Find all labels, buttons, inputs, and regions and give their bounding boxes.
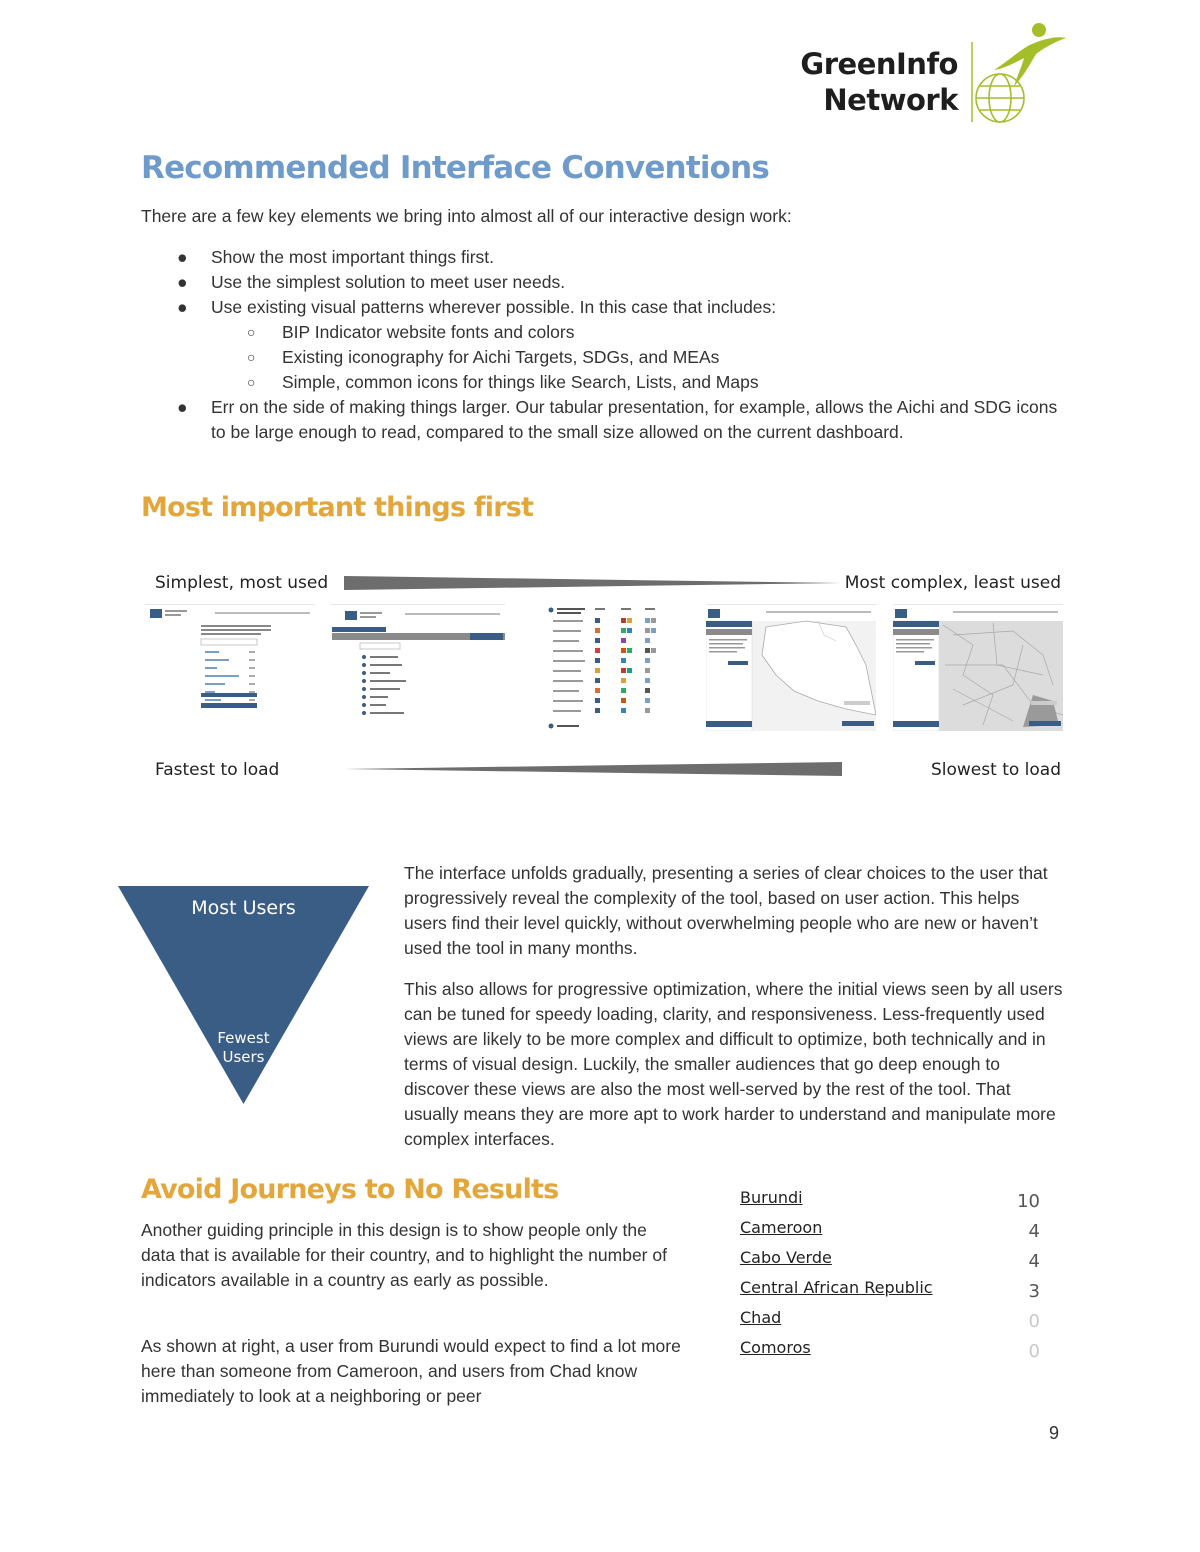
triangle-label-top: Most Users [191, 897, 296, 919]
country-link[interactable]: Cameroon [740, 1218, 823, 1237]
bullet-icon: ● [177, 297, 188, 317]
indicator-count: 10 [1017, 1191, 1040, 1212]
logo-line-1: GreenInfo [800, 47, 958, 81]
sub-bullet-icon: ○ [247, 374, 256, 390]
logo-line-2: Network [823, 83, 958, 117]
audience-triangle [118, 886, 369, 1106]
indicator-count: 0 [1028, 1341, 1040, 1362]
caption-slowest: Slowest to load [930, 760, 1061, 780]
country-link[interactable]: Comoros [740, 1338, 811, 1357]
table-row [740, 1188, 1040, 1218]
table-row [740, 1218, 1040, 1248]
progressive-paragraph-2: This also allows for progressive optimization, where the initial views seen by all users can be tuned for speedy loading, clarity, and responsiveness. Less-frequently used views are likely to be more complex and difficult to optimize, both technically and in terms of visual design. Luckily, the smaller audiences that go deep enough to discover these views are also the most well-served by the rest of the tool. That usually means they are more apt to work harder to understand and manipulate more complex interfaces. [404, 979, 1063, 1149]
list-item: ● Use the simplest solution to meet user needs. [141, 270, 1071, 295]
bullet-icon: ● [177, 247, 188, 267]
list-item: ○ BIP Indicator website fonts and colors [141, 320, 1071, 345]
list-item: ○ Simple, common icons for things like Search, Lists, and Maps [141, 370, 1071, 395]
intro-paragraph: There are a few key elements we bring into almost all of our interactive design work: [141, 206, 792, 226]
country-link[interactable]: Burundi [740, 1188, 803, 1207]
bullet-icon: ● [177, 272, 188, 292]
triangle-label-bottom-2: Users [222, 1048, 265, 1066]
caption-fastest: Fastest to load [155, 760, 280, 780]
indicator-count: 0 [1028, 1311, 1040, 1332]
page-number: 9 [1048, 1423, 1059, 1443]
indicator-count: 4 [1028, 1251, 1040, 1272]
thumbnail-indicator-table [545, 604, 675, 730]
conventions-list-continued [141, 395, 1071, 445]
sub-bullet-icon: ○ [247, 324, 256, 340]
patterns-sublist [141, 320, 1071, 395]
table-row [740, 1248, 1040, 1278]
no-results-paragraph-2: As shown at right, a user from Burundi would expect to find a lot more here than someone from Cameroon, and users from Chad know immediately to look at a neighboring or peer [141, 1336, 681, 1406]
thumbnail-target-list [330, 604, 505, 731]
section-title-no-results: Avoid Journeys to No Results [141, 1174, 559, 1205]
thumbnail-country-list [145, 604, 315, 731]
thumbnail-map-country [706, 604, 876, 731]
table-row [740, 1338, 1040, 1368]
country-count-list [740, 1188, 1040, 1368]
country-link[interactable]: Central African Republic [740, 1278, 933, 1297]
progressive-paragraph-1: The interface unfolds gradually, presenting a series of clear choices to the user that progressively reveal the complexity of the tool, based on user action. This helps users find their level quickly, without overwhelming people who are new or haven’t used the tool in many months. [404, 863, 1048, 958]
section-title-first: Most important things first [141, 492, 534, 523]
indicator-count: 3 [1028, 1281, 1040, 1302]
logo-wordmark [800, 46, 958, 118]
list-item: ● Use existing visual patterns wherever possible. In this case that includes: [141, 295, 1071, 320]
triangle-label-bottom-1: Fewest [217, 1029, 270, 1047]
country-link[interactable]: Cabo Verde [740, 1248, 832, 1267]
complexity-wedge [344, 576, 842, 590]
country-link[interactable]: Chad [740, 1308, 782, 1327]
sub-bullet-icon: ○ [247, 349, 256, 365]
no-results-paragraph-1: Another guiding principle in this design is to show people only the data that is available for their country, and to highlight the number of indicators available in a country as early as possible. [141, 1220, 667, 1290]
list-item: ○ Existing iconography for Aichi Targets, SDGs, and MEAs [141, 345, 1071, 370]
load-time-wedge [344, 762, 842, 776]
conventions-list [141, 245, 1071, 320]
table-row [740, 1308, 1040, 1338]
runner-globe-icon [966, 20, 1070, 126]
caption-simplest: Simplest, most used [155, 573, 329, 593]
list-item: ● Err on the side of making things larger. Our tabular presentation, for example, allows the Aichi and SDG icons to be large enough to read, compared to the small size allowed on the current dashboard. [177, 397, 1058, 442]
list-item: ● Show the most important things first. [141, 245, 1071, 270]
caption-most-complex: Most complex, least used [844, 573, 1061, 593]
section-title-conventions: Recommended Interface Conventions [141, 150, 770, 186]
table-row [740, 1278, 1040, 1308]
bullet-icon: ● [177, 397, 188, 417]
indicator-count: 4 [1028, 1221, 1040, 1242]
thumbnail-map-detailed [893, 604, 1063, 731]
